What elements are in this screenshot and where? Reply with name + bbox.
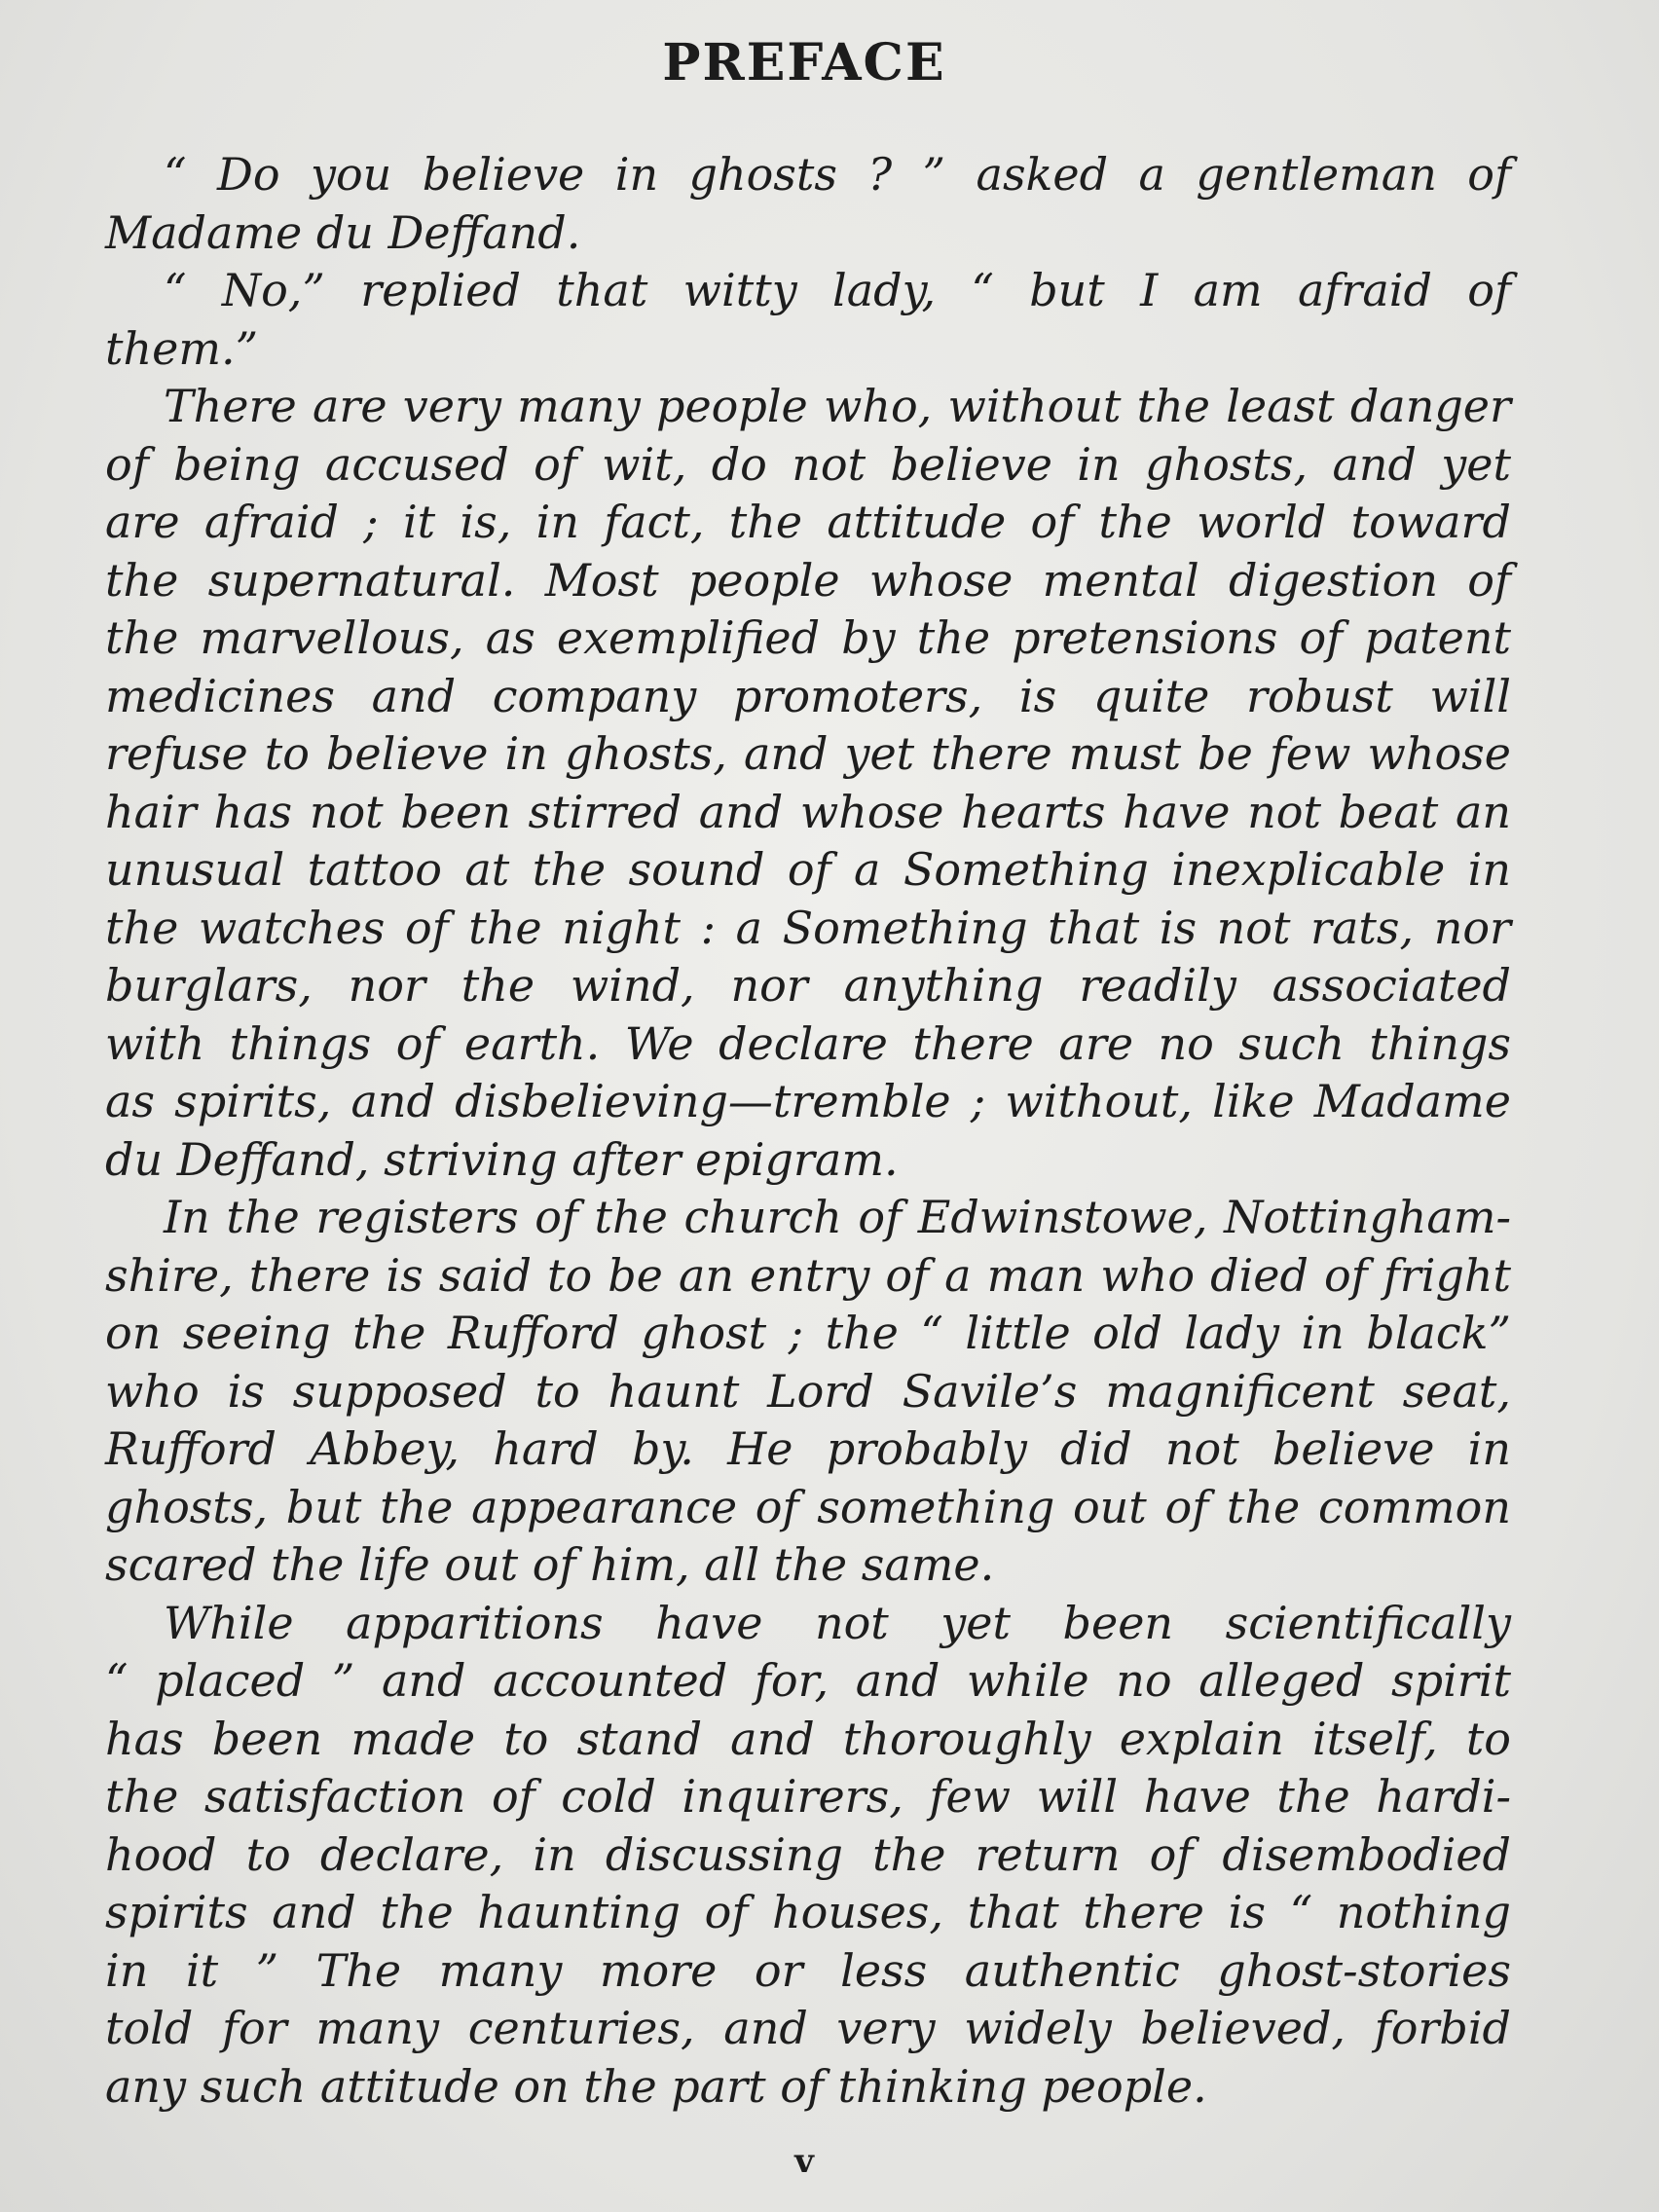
text-line: on seeing the Rufford ghost ; the “ little old lady in black” [105, 1307, 1511, 1359]
text-line: who is supposed to haunt Lord Savile’s magnificent seat, [105, 1364, 1511, 1418]
text-line: with things of earth. We declare there are no such things [105, 1016, 1511, 1070]
text-line: are afraid ; it is, in fact, the attitude of the world toward [105, 496, 1511, 548]
text-line: shire, there is said to be an entry of a man who died of fright [105, 1248, 1511, 1302]
text-line: scared the life out of him, all the same. [105, 1538, 995, 1591]
text-line: unusual tattoo at the sound of a Something inexplicable in [105, 843, 1511, 896]
text-line: the watches of the night : a Something that is not rats, nor [105, 901, 1511, 954]
text-line: the satisfaction of cold inquirers, few will have the hardi- [105, 1770, 1511, 1823]
text-line: du Deffand, striving after epigram. [105, 1132, 899, 1186]
text-line: of being accused of wit, do not believe in ghosts, and yet [105, 437, 1511, 491]
text-line: While apparitions have not yet been scientifically [164, 1596, 1511, 1649]
text-line: them.” [105, 321, 259, 375]
preface-text [105, 146, 1511, 2116]
text-line: told for many centuries, and very widely believed, forbid [105, 2002, 1511, 2054]
text-line: the supernatural. Most people whose mental digestion of [105, 553, 1511, 607]
text-line: has been made to stand and thoroughly explain itself, to [105, 1712, 1511, 1765]
text-line: Madame du Deffand. [105, 205, 581, 259]
text-line: There are very many people who, without the least danger [164, 380, 1511, 432]
text-line: “ Do you believe in ghosts ? ” asked a gentleman of [164, 148, 1511, 201]
page-title: PREFACE [662, 33, 946, 92]
text-line: medicines and company promoters, is quite robust will [105, 669, 1511, 722]
text-line: any such attitude on the part of thinking people. [105, 2059, 1207, 2113]
text-line: as spirits, and disbelieving—tremble ; without, like Madame [105, 1075, 1511, 1127]
text-line: hood to declare, in discussing the return of disembodied [105, 1827, 1511, 1881]
text-line: In the registers of the church of Edwinstowe, Nottingham- [164, 1191, 1511, 1243]
text-line: the marvellous, as exemplified by the pretensions of patent [105, 611, 1511, 664]
text-line: hair has not been stirred and whose hearts have not beat an [105, 785, 1511, 838]
text-line: refuse to believe in ghosts, and yet there must be few whose [105, 727, 1511, 780]
text-line: burglars, nor the wind, nor anything readily associated [105, 959, 1511, 1012]
text-line: “ placed ” and accounted for, and while no alleged spirit [105, 1654, 1511, 1707]
text-line: “ No,” replied that witty lady, “ but I am afraid of [164, 264, 1511, 316]
text-line: ghosts, but the appearance of something out of the common [105, 1480, 1511, 1533]
text-line: spirits and the haunting of houses, that there is “ nothing [105, 1886, 1511, 1938]
text-line: in it ” The many more or less authentic ghost-stories [105, 1943, 1511, 1997]
page-number: v [794, 2142, 814, 2181]
text-line: Rufford Abbey, hard by. He probably did not believe in [105, 1422, 1511, 1475]
